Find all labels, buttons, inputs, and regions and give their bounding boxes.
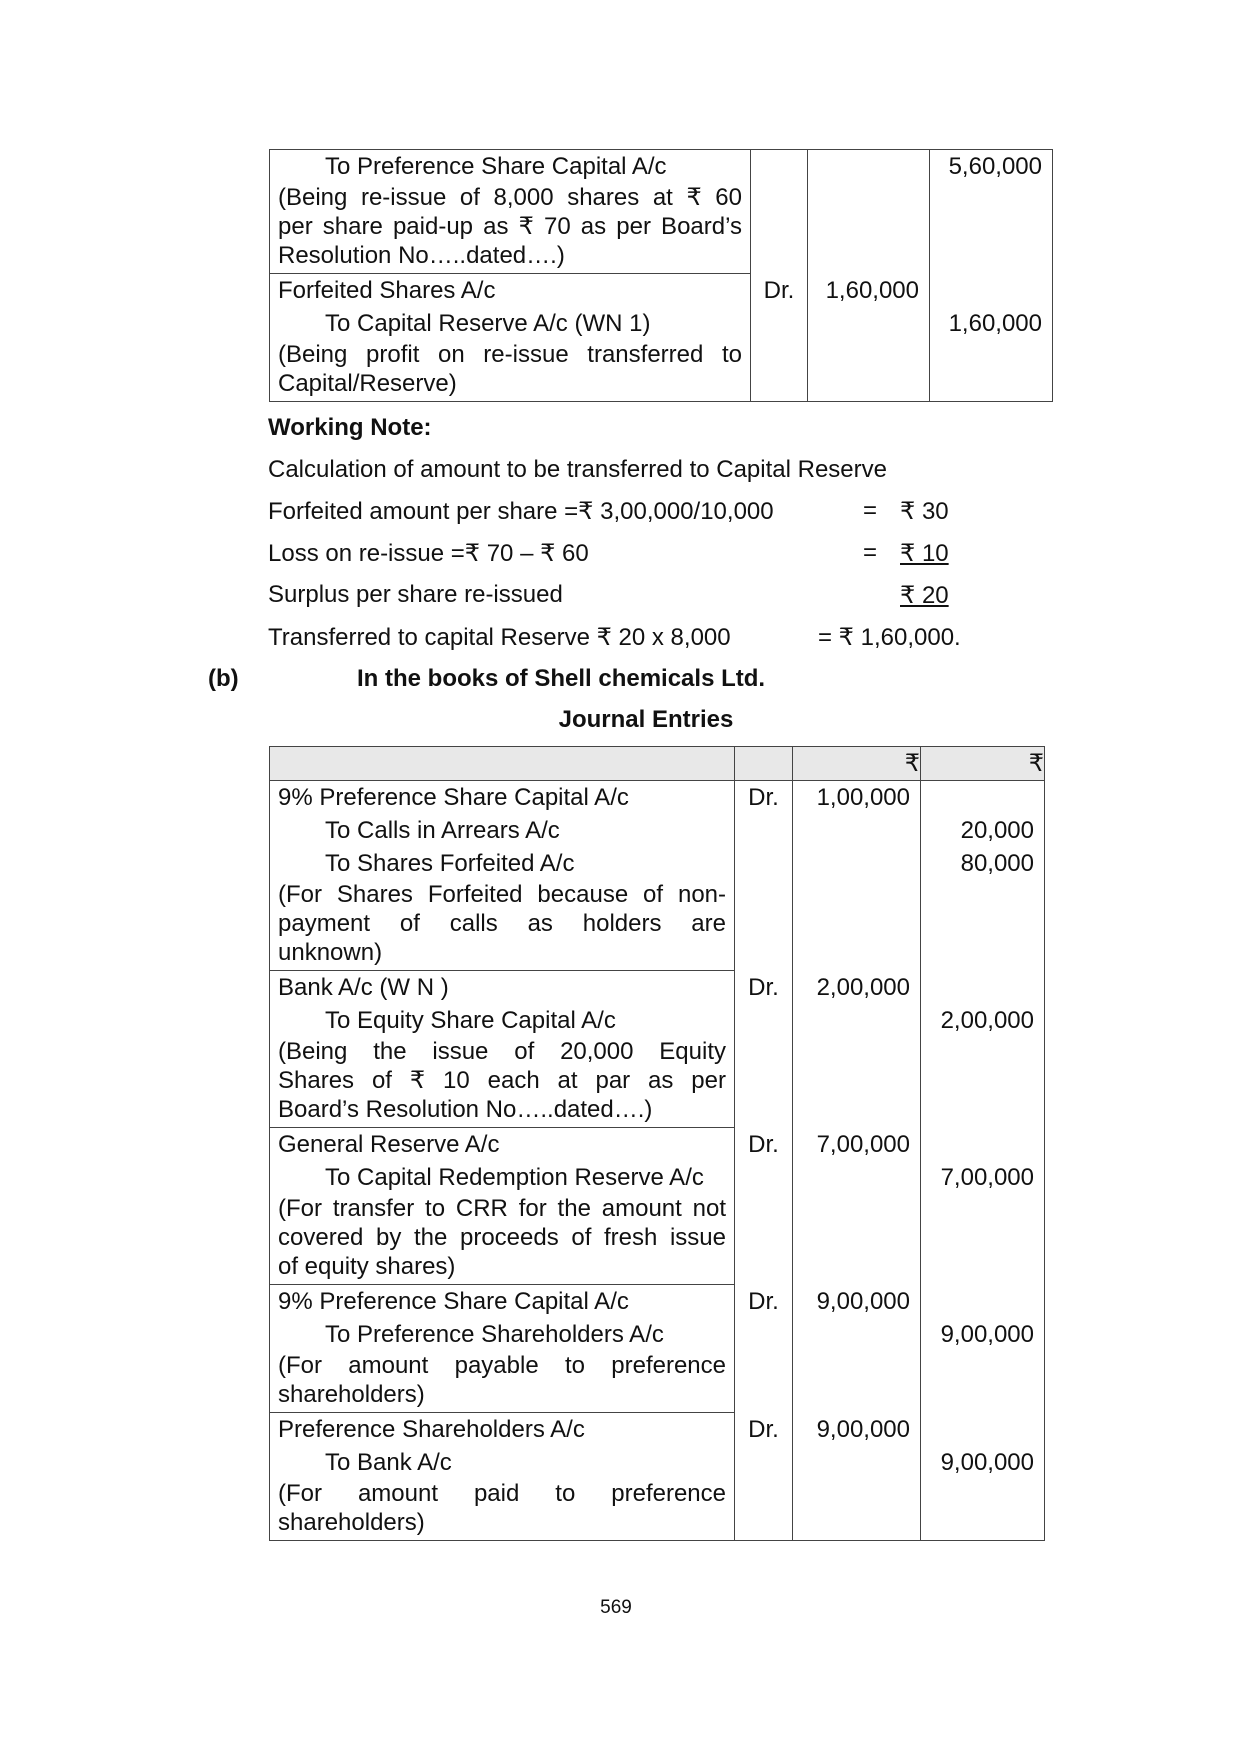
debit-account: Bank A/c (W N ) xyxy=(278,974,449,1001)
narration-line: covered by the proceeds of fresh issue xyxy=(278,1224,726,1251)
wn-line-1-value: ₹ 30 xyxy=(900,498,949,525)
journal-table-continued xyxy=(269,149,1053,402)
particulars-cell xyxy=(270,1128,735,1285)
journal-entry xyxy=(270,1413,1045,1541)
journal-entry xyxy=(270,1128,1045,1285)
narration-line: (For amount payable to preference xyxy=(278,1352,726,1379)
credit-amount xyxy=(921,971,1044,1004)
credit-account: To Preference Share Capital A/c xyxy=(325,153,667,180)
debit-amount: 9,00,000 xyxy=(816,1287,910,1315)
narration-line: (Being the issue of 20,000 Equity xyxy=(278,1038,726,1065)
wn-line-1-label: Forfeited amount per share =₹ 3,00,000/10,000 xyxy=(268,498,774,525)
dr-marker: Dr. xyxy=(763,276,795,304)
narration xyxy=(270,1479,734,1540)
credit-account: To Capital Redemption Reserve A/c xyxy=(325,1164,704,1191)
debit-amount: 9,00,000 xyxy=(816,1415,910,1443)
credit-amount: 2,00,000 xyxy=(940,1006,1034,1034)
wn-line-4-result: = ₹ 1,60,000. xyxy=(818,624,961,651)
debit-amount: 1,00,000 xyxy=(816,784,910,811)
narration xyxy=(270,1194,734,1284)
narration-line: unknown) xyxy=(278,939,383,966)
credit-account: To Bank A/c xyxy=(325,1449,452,1476)
credit-amount: 9,00,000 xyxy=(940,1448,1034,1476)
dr-marker: Dr. xyxy=(748,1130,779,1158)
narration-line: Capital/Reserve) xyxy=(278,370,457,397)
narration-line: of equity shares) xyxy=(278,1253,456,1280)
particulars-cell xyxy=(270,1413,735,1541)
narration-line: Resolution No…..dated….) xyxy=(278,242,565,269)
debit-amount: 1,60,000 xyxy=(825,276,919,304)
credit-account: To Calls in Arrears A/c xyxy=(325,817,560,844)
credit-account: To Shares Forfeited A/c xyxy=(325,850,575,877)
narration xyxy=(270,1351,734,1412)
debit-amount xyxy=(808,150,929,183)
debit-account: Forfeited Shares A/c xyxy=(278,277,496,304)
wn-line-2-value: ₹ 10 xyxy=(900,540,949,567)
journal-entries-title: Journal Entries xyxy=(558,706,734,733)
narration-line: payment of calls as holders are xyxy=(278,910,726,937)
credit-amount xyxy=(921,1128,1044,1161)
journal-entries-table xyxy=(269,746,1045,1541)
narration xyxy=(270,880,734,970)
working-note-intro: Calculation of amount to be transferred to Capital Reserve xyxy=(268,456,887,483)
credit-amount xyxy=(921,781,1044,814)
wn-line-1-eq: = xyxy=(863,497,878,524)
page-number: 569 xyxy=(600,1597,632,1618)
narration xyxy=(270,1037,734,1127)
working-note-heading: Working Note: xyxy=(268,414,432,441)
credit-amount xyxy=(921,1413,1044,1446)
credit-account: To Preference Shareholders A/c xyxy=(325,1321,664,1348)
journal-entry xyxy=(270,781,1045,971)
credit-account: To Equity Share Capital A/c xyxy=(325,1007,616,1034)
debit-account: Preference Shareholders A/c xyxy=(278,1416,585,1443)
narration-line: (For transfer to CRR for the amount not xyxy=(278,1195,726,1222)
wn-line-3-label: Surplus per share re-issued xyxy=(268,581,563,608)
credit-amount: 1,60,000 xyxy=(948,309,1042,337)
narration-line: Board’s Resolution No…..dated….) xyxy=(278,1096,653,1123)
section-b-label: (b) xyxy=(208,665,239,692)
credit-amount: 5,60,000 xyxy=(948,153,1042,180)
dr-marker: Dr. xyxy=(748,1415,779,1443)
wn-line-3-value: ₹ 20 xyxy=(900,582,949,609)
narration-line: Shares of ₹ 10 each at par as per xyxy=(278,1067,726,1094)
journal-entry xyxy=(270,150,1053,274)
dr-marker: Dr. xyxy=(748,784,779,811)
particulars-cell xyxy=(270,781,735,971)
wn-line-4-label: Transferred to capital Reserve ₹ 20 x 8,000 xyxy=(268,624,731,651)
debit-account: 9% Preference Share Capital A/c xyxy=(278,784,629,811)
debit-account: General Reserve A/c xyxy=(278,1131,500,1158)
narration-line: per share paid-up as ₹ 70 as per Board’s xyxy=(278,213,742,240)
debit-rupee-header: ₹ xyxy=(793,747,921,781)
particulars-cell xyxy=(270,1285,735,1413)
dr-marker xyxy=(751,150,807,183)
section-b-title: In the books of Shell chemicals Ltd. xyxy=(357,665,766,692)
narration-line: (For Shares Forfeited because of non- xyxy=(278,881,726,908)
journal-entry xyxy=(270,971,1045,1128)
credit-rupee-header: ₹ xyxy=(921,747,1045,781)
narration-line: (For amount paid to preference xyxy=(278,1480,726,1507)
wn-line-2-eq: = xyxy=(863,539,878,566)
narration-line: (Being re-issue of 8,000 shares at ₹ 60 xyxy=(278,184,742,211)
credit-account: To Capital Reserve A/c (WN 1) xyxy=(325,310,651,337)
credit-amount: 9,00,000 xyxy=(940,1320,1034,1348)
wn-line-2-label: Loss on re-issue =₹ 70 – ₹ 60 xyxy=(268,540,589,567)
journal-entry xyxy=(270,1285,1045,1413)
credit-amount: 7,00,000 xyxy=(940,1163,1034,1191)
narration-line: shareholders) xyxy=(278,1509,425,1536)
debit-amount: 2,00,000 xyxy=(816,973,910,1001)
table-header-row xyxy=(270,747,1045,781)
credit-amount: 80,000 xyxy=(960,850,1034,877)
particulars-cell xyxy=(270,150,751,274)
credit-amount xyxy=(930,274,1052,307)
debit-account: 9% Preference Share Capital A/c xyxy=(278,1288,629,1315)
particulars-cell xyxy=(270,971,735,1128)
credit-amount xyxy=(921,1285,1044,1318)
narration-line: (Being profit on re-issue transferred to xyxy=(278,341,742,368)
journal-entry xyxy=(270,274,1053,402)
debit-amount: 7,00,000 xyxy=(816,1130,910,1158)
dr-marker: Dr. xyxy=(748,973,779,1001)
narration xyxy=(270,340,750,401)
dr-marker: Dr. xyxy=(748,1287,779,1315)
credit-amount: 20,000 xyxy=(960,817,1034,844)
narration xyxy=(270,183,750,273)
particulars-cell xyxy=(270,274,751,402)
narration-line: shareholders) xyxy=(278,1381,425,1408)
